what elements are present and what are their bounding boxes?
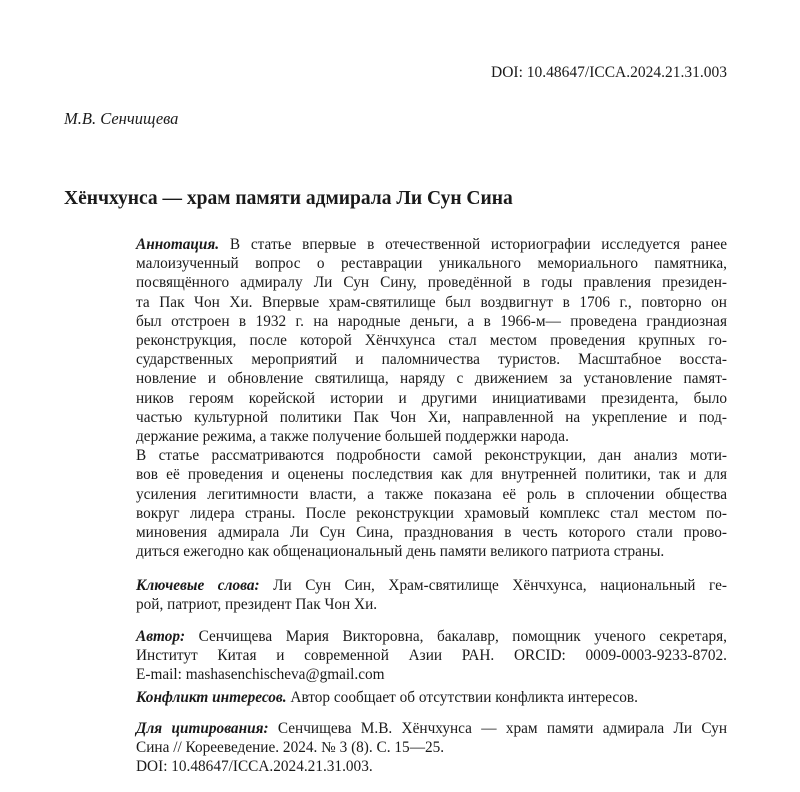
abstract-line: был отстроен в 1932 г. на народные деньги, а в 1966-м— проведена грандиозная (136, 312, 727, 330)
citation-line: Сина // Корееведение. 2024. № 3 (8). С. 15—25. (136, 739, 445, 757)
abstract-line: реконструкция, после которой Хёнчхунса стал местом проведения крупных го- (136, 332, 727, 350)
abstract-line: новление и обновление святилища, наряду с движением за установление памят- (136, 370, 727, 388)
abstract-paragraph (136, 235, 727, 561)
abstract-line: ников героям корейской истории и другими инициативами президента, было (136, 389, 727, 407)
abstract-line: посвящённого адмиралу Ли Сун Сину, проведённой в годы правления президен- (136, 274, 727, 292)
conflict-section (136, 688, 727, 707)
abstract-line: Аннотация. В статье впервые в отечественной историографии исследуется ранее (136, 236, 727, 253)
author-info-label: Автор: (136, 628, 186, 645)
abstract-line: сударственных мероприятий и паломничества туристов. Масштабное восста- (136, 351, 727, 369)
abstract-line: В статье рассматриваются подробности самой реконструкции, дан анализ моти- (136, 447, 727, 465)
author-info-paragraph (136, 627, 727, 685)
abstract-line: держание режима, а также получение большей поддержки народа. (136, 428, 569, 446)
abstract-line: вов её проведения и оценены последствия как для внутренней политики, так и для (136, 466, 727, 484)
author-info-line: Институт Китая и современной Азии РАН. ORCID: 0009-0003-9233-8702. (136, 647, 727, 665)
article-title: Хёнчхунса — храм памяти адмирала Ли Сун Сина (64, 188, 513, 209)
author-name: М.В. Сенчищева (64, 109, 179, 128)
conflict-paragraph (136, 688, 727, 707)
conflict-line: Конфликт интересов. Автор сообщает об отсутствии конфликта интересов. (136, 689, 638, 706)
citation-doi: DOI: 10.48647/ICCA.2024.21.31.003. (136, 758, 373, 776)
doi-header: DOI: 10.48647/ICCA.2024.21.31.003 (491, 64, 727, 81)
abstract-line: миновения адмирала Ли Сун Сина, празднования в честь которого стали прово- (136, 524, 727, 542)
abstract-line: малоизученный вопрос о реставрации уникального мемориального памятника, (136, 255, 727, 273)
abstract-section (136, 235, 727, 561)
keywords-line: рой, патриот, президент Пак Чон Хи. (136, 596, 378, 614)
keywords-line: Ключевые слова: Ли Сун Син, Храм-святилище Хёнчхунса, национальный ге- (136, 577, 727, 594)
citation-section (136, 719, 727, 777)
citation-label: Для цитирования: (136, 720, 269, 737)
keywords-label: Ключевые слова: (136, 577, 260, 594)
abstract-label: Аннотация. (136, 236, 220, 253)
citation-line: Для цитирования: Сенчищева М.В. Хёнчхунса — храм памяти адмирала Ли Сун (136, 720, 728, 737)
keywords-section (136, 576, 727, 614)
conflict-label: Конфликт интересов. (136, 689, 287, 706)
citation-paragraph (136, 719, 727, 777)
abstract-line: частью культурной политики Пак Чон Хи, направленной на укрепление и под- (136, 408, 727, 426)
abstract-line: та Пак Чон Хи. Впервые храм-святилище был воздвигнут в 1706 г., повторно он (136, 293, 727, 311)
keywords-paragraph (136, 576, 727, 614)
abstract-line: диться ежегодно как общенациональный день памяти великого патриота страны. (136, 543, 665, 561)
abstract-line: усиления легитимности власти, а также показана её роль в сплочении общества (136, 485, 727, 503)
author-info-line: Автор: Сенчищева Мария Викторовна, бакалавр, помощник ученого секретаря, (136, 628, 727, 645)
author-email: E-mail: mashasenchischeva@gmail.com (136, 666, 385, 684)
author-info-section (136, 627, 727, 685)
abstract-line: вокруг лидера страны. После реконструкции храмовый комплекс стал местом по- (136, 504, 727, 522)
